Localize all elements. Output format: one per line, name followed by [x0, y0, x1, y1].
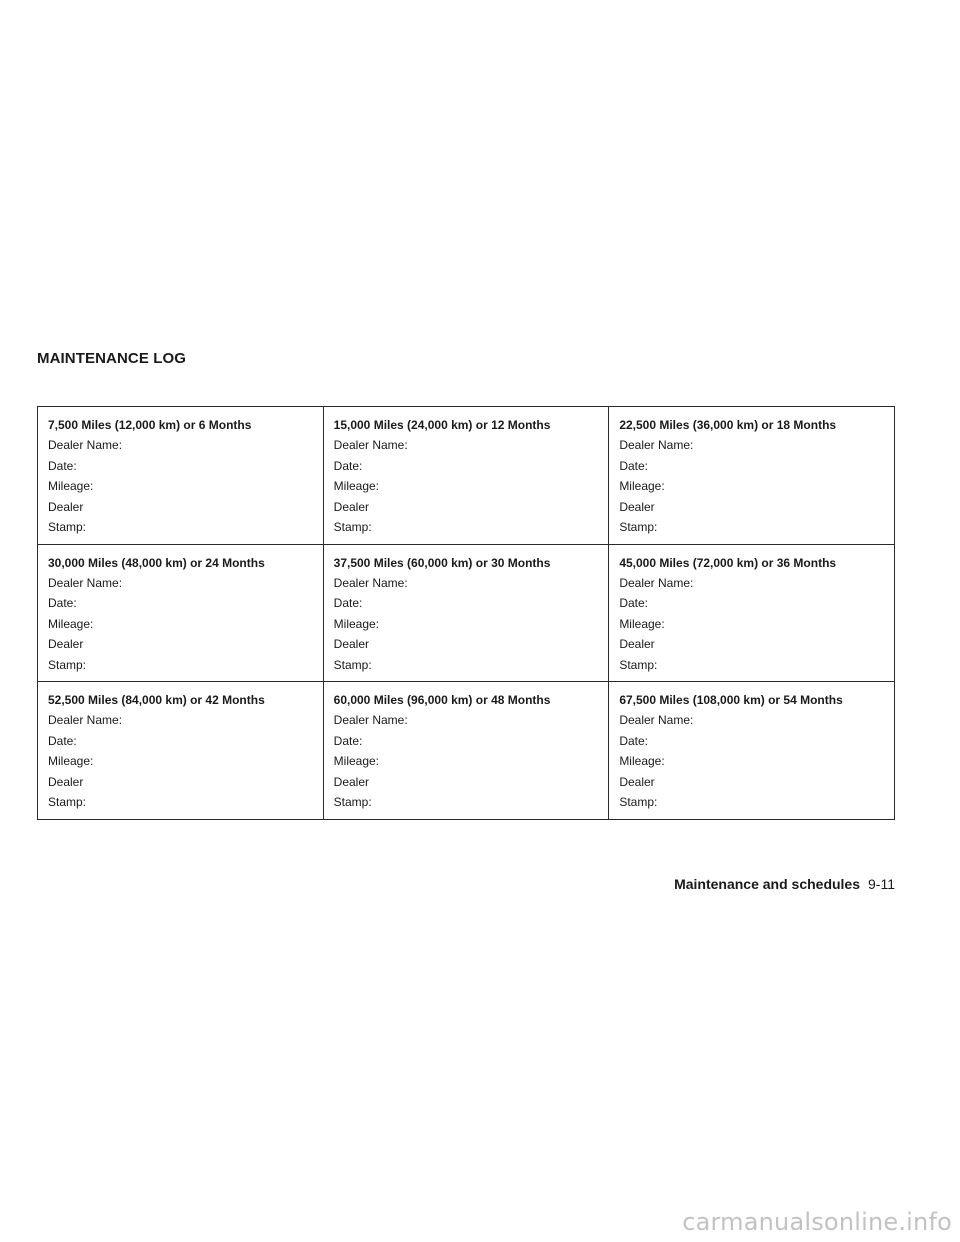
dealer-label: Dealer: [333, 499, 370, 514]
log-cell: [609, 682, 895, 820]
dealer-label: Dealer: [333, 774, 370, 789]
dealer-label: Dealer: [619, 637, 655, 651]
log-cell: [38, 407, 324, 545]
date-label: Date:: [333, 596, 363, 610]
stamp-label: Stamp:: [619, 795, 658, 809]
service-interval: 67,500 Miles (108,000 km) or 54 Months: [619, 693, 843, 707]
mileage-label: Mileage:: [48, 616, 94, 631]
mileage-label: Mileage:: [333, 479, 380, 493]
stamp-label: Stamp:: [333, 795, 372, 809]
log-cell: [609, 407, 895, 545]
service-interval: 30,000 Miles (48,000 km) or 24 Months: [48, 555, 265, 570]
date-label: Date:: [48, 733, 77, 748]
service-interval: 52,500 Miles (84,000 km) or 42 Months: [48, 693, 265, 707]
date-label: Date:: [619, 458, 648, 473]
dealer-name-label: Dealer Name:: [333, 575, 408, 590]
chapter-title: Maintenance and schedules: [674, 876, 861, 892]
stamp-label: Stamp:: [333, 520, 372, 534]
service-interval: 7,500 Miles (12,000 km) or 6 Months: [48, 418, 252, 432]
dealer-name-label: Dealer Name:: [48, 438, 123, 452]
log-cell: [609, 544, 895, 682]
dealer-name-label: Dealer Name:: [48, 713, 123, 727]
log-row: [38, 407, 895, 545]
page-number: 9-11: [868, 876, 895, 892]
dealer-name-label: Dealer Name:: [619, 713, 694, 727]
service-interval: 15,000 Miles (24,000 km) or 12 Months: [333, 418, 551, 432]
dealer-label: Dealer: [619, 774, 655, 789]
dealer-label: Dealer: [48, 499, 84, 514]
log-cell: [323, 407, 609, 545]
date-label: Date:: [619, 733, 648, 748]
date-label: Date:: [333, 733, 363, 748]
page-footer: [674, 876, 895, 892]
service-interval: 37,500 Miles (60,000 km) or 30 Months: [333, 555, 551, 570]
watermark: carmanualsonline.info: [682, 1208, 952, 1236]
dealer-label: Dealer: [48, 637, 84, 651]
stamp-label: Stamp:: [619, 520, 658, 534]
stamp-label: Stamp:: [48, 795, 87, 809]
log-cell: [323, 682, 609, 820]
dealer-name-label: Dealer Name:: [333, 713, 408, 727]
log-cell: [323, 544, 609, 682]
date-label: Date:: [619, 596, 648, 610]
dealer-label: Dealer: [619, 499, 655, 514]
dealer-name-label: Dealer Name:: [619, 575, 694, 590]
service-interval: 60,000 Miles (96,000 km) or 48 Months: [333, 693, 551, 707]
stamp-label: Stamp:: [48, 520, 87, 534]
dealer-label: Dealer: [333, 637, 370, 651]
date-label: Date:: [48, 458, 77, 473]
section-title: MAINTENANCE LOG: [37, 350, 186, 367]
log-row: [38, 682, 895, 820]
service-interval: 45,000 Miles (72,000 km) or 36 Months: [619, 555, 837, 570]
mileage-label: Mileage:: [619, 479, 665, 493]
stamp-label: Stamp:: [333, 657, 372, 672]
maintenance-log-table: [37, 406, 895, 820]
mileage-label: Mileage:: [333, 616, 380, 631]
mileage-label: Mileage:: [48, 754, 94, 768]
mileage-label: Mileage:: [48, 479, 94, 493]
mileage-label: Mileage:: [619, 616, 665, 631]
log-cell: [38, 682, 324, 820]
dealer-name-label: Dealer Name:: [333, 438, 408, 452]
date-label: Date:: [48, 596, 77, 610]
stamp-label: Stamp:: [619, 657, 658, 672]
log-row: [38, 544, 895, 682]
stamp-label: Stamp:: [48, 657, 87, 672]
dealer-name-label: Dealer Name:: [619, 438, 694, 452]
dealer-name-label: Dealer Name:: [48, 575, 123, 590]
date-label: Date:: [333, 458, 363, 473]
log-cell: [38, 544, 324, 682]
service-interval: 22,500 Miles (36,000 km) or 18 Months: [619, 418, 837, 432]
mileage-label: Mileage:: [333, 754, 380, 768]
dealer-label: Dealer: [48, 774, 84, 789]
mileage-label: Mileage:: [619, 754, 665, 768]
